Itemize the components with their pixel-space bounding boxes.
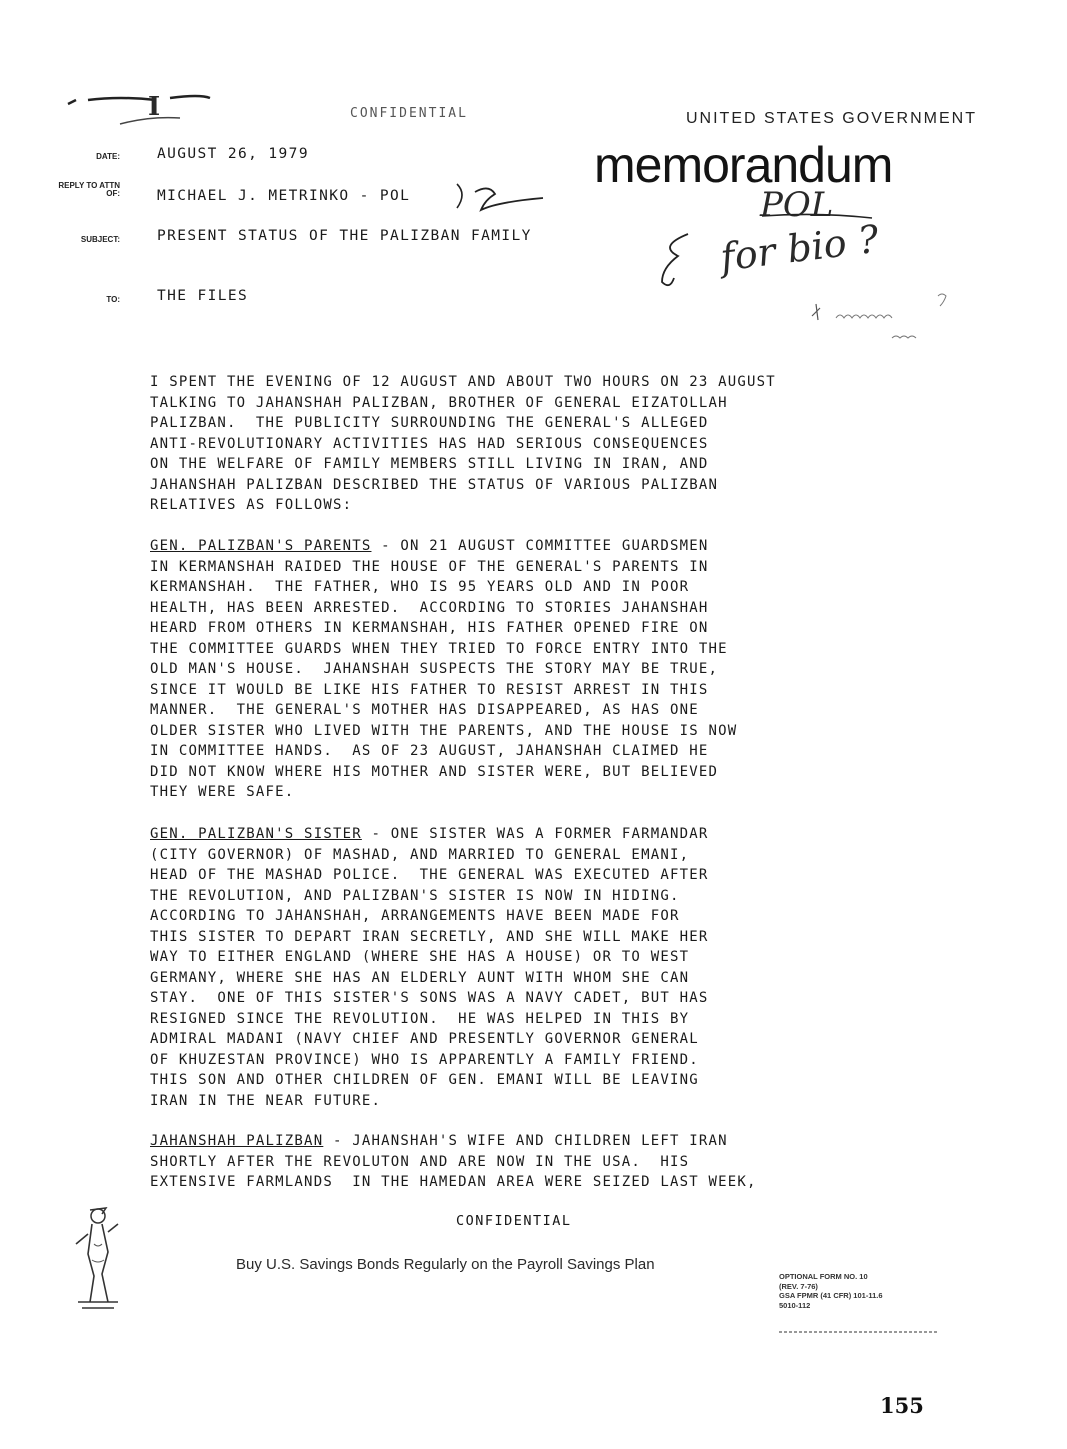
annotation-hook [648,228,698,292]
date-label: DATE: [96,152,120,161]
jahanshah-paragraph [150,1131,930,1193]
intro-paragraph: I SPENT THE EVENING OF 12 AUGUST AND ABOUT TWO HOURS ON 23 AUGUST TALKING TO JAHANSHAH PALIZBAN, BROTHER OF GENERAL EIZATOLLAH PALIZBAN. THE PUBLICITY SURROUNDING THE GENERAL'S ALLEGED ANTI-REVOLUTIONARY ACTIVITIES HAS HAD SERIOUS CONSEQUENCES ON THE WELFARE OF FAMILY MEMBERS STILL LIVING IN IRAN, AND JAHANSHAH PALIZBAN DESCRIBED THE STATUS OF VARIOUS PALIZBAN RELATIVES AS FOLLOWS: [150,374,776,513]
handwritten-mark: I [148,92,161,122]
jahanshah-section-text: - JAHANSHAH'S WIFE AND CHILDREN LEFT IRAN SHORTLY AFTER THE REVOLUTON AND ARE NOW IN THE USA. HIS EXTENSIVE FARMLANDS IN THE HAMEDAN AREA WERE SEIZED LAST WEEK, [150,1133,757,1190]
top-classification: CONFIDENTIAL [350,106,468,121]
sister-section-text: - ONE SISTER WAS A FORMER FARMANDAR (CITY GOVERNOR) OF MASHAD, AND MARRIED TO GENERAL EMANI, HEAD OF THE MASHAD POLICE. THE GENERAL WAS EXECUTED AFTER THE REVOLUTION, AND PALIZBAN'S SISTER IS NOW IN HIDING. ACCORDING TO JAHANSHAH, ARRANGEMENTS HAVE BEEN MADE FOR THIS SISTER TO DEPART IRAN SECRETLY, AND SHE WILL MAKE HER WAY TO EITHER ENGLAND (WHERE SHE HAS A HOUSE) OR TO WEST GERMANY, WHERE SHE HAS AN ELDERLY AUNT WITH WHOM SHE CAN STAY. ONE OF THIS SISTER'S SONS WAS A NAVY CADET, BUT HAS RESIGNED SINCE THE REVOLUTION. HE WAS HELPED IN THIS BY ADMIRAL MADANI (NAVY CHIEF AND PRESENTLY GOVERNOR GENERAL OF KHUZESTAN PROVINCE) WHO IS APPARENTLY A FAMILY FRIEND. THIS SON AND OTHER CHILDREN OF GEN. EMANI WILL BE LEAVING IRAN IN THE NEAR FUTURE. [150,826,709,1109]
savings-bonds-slogan: Buy U.S. Savings Bonds Regularly on the Payroll Savings Plan [236,1256,655,1273]
reply-value: MICHAEL J. METRINKO - POL [157,188,411,204]
parents-paragraph [150,536,930,803]
subject-label: SUBJECT: [80,235,120,244]
minuteman-logo [68,1204,128,1312]
page-number: 155 [880,1393,924,1418]
parents-section-text: - ON 21 AUGUST COMMITTEE GUARDSMEN IN KERMANSHAH RAIDED THE HOUSE OF THE GENERAL'S PARENTS IN KERMANSHAH. THE FATHER, WHO IS 95 YEARS OLD AND IN POOR HEALTH, HAS BEEN ARRESTED. ACCORDING TO STORIES JAHANSHAH HEARD FROM OTHERS IN KERMANSHAH, HIS FATHER OPENED FIRE ON THE COMMITTEE GUARDS WHEN THEY TRIED TO FORCE ENTRY INTO THE OLD MAN'S HOUSE. JAHANSHAH SUSPECTS THE STORY MAY BE TRUE, SINCE IT WOULD BE LIKE HIS FATHER TO RESIST ARREST IN THIS MANNER. THE GENERAL'S MOTHER HAS DISAPPEARED, AS HAS ONE OLDER SISTER WHO LIVED WITH THE PARENTS, AND THE HOUSE IS NOW IN COMMITTEE HANDS. AS OF 23 AUGUST, JAHANSHAH CLAIMED HE DID NOT KNOW WHERE HIS MOTHER AND SISTER WERE, BUT BELIEVED THEY WERE SAFE. [150,538,738,800]
handwritten-mark-strokes [60,82,220,132]
annotation-pol: POL [760,185,834,225]
to-label: TO: [106,295,120,304]
bottom-classification: CONFIDENTIAL [456,1213,572,1229]
sister-section-title: GEN. PALIZBAN'S SISTER [150,826,362,842]
jahanshah-section-title: JAHANSHAH PALIZBAN [150,1133,324,1149]
annotation-scribble [808,290,958,350]
reply-label: REPLY TO ATTN OF: [58,181,120,198]
parents-section-title: GEN. PALIZBAN'S PARENTS [150,538,372,554]
print-code-line [779,1328,939,1336]
form-title: memorandum [594,137,893,193]
date-value: AUGUST 26, 1979 [157,146,309,162]
annotation-for-bio: for bio ? [718,216,882,280]
signature-initials [455,180,555,220]
to-value: THE FILES [157,288,249,304]
subject-value: PRESENT STATUS OF THE PALIZBAN FAMILY [157,228,532,244]
agency-name: UNITED STATES GOVERNMENT [686,110,977,127]
sister-paragraph [150,824,930,1111]
form-number-info: OPTIONAL FORM NO. 10 (REV. 7-76) GSA FPMR (41 CFR) 101-11.6 5010-112 [779,1272,883,1310]
